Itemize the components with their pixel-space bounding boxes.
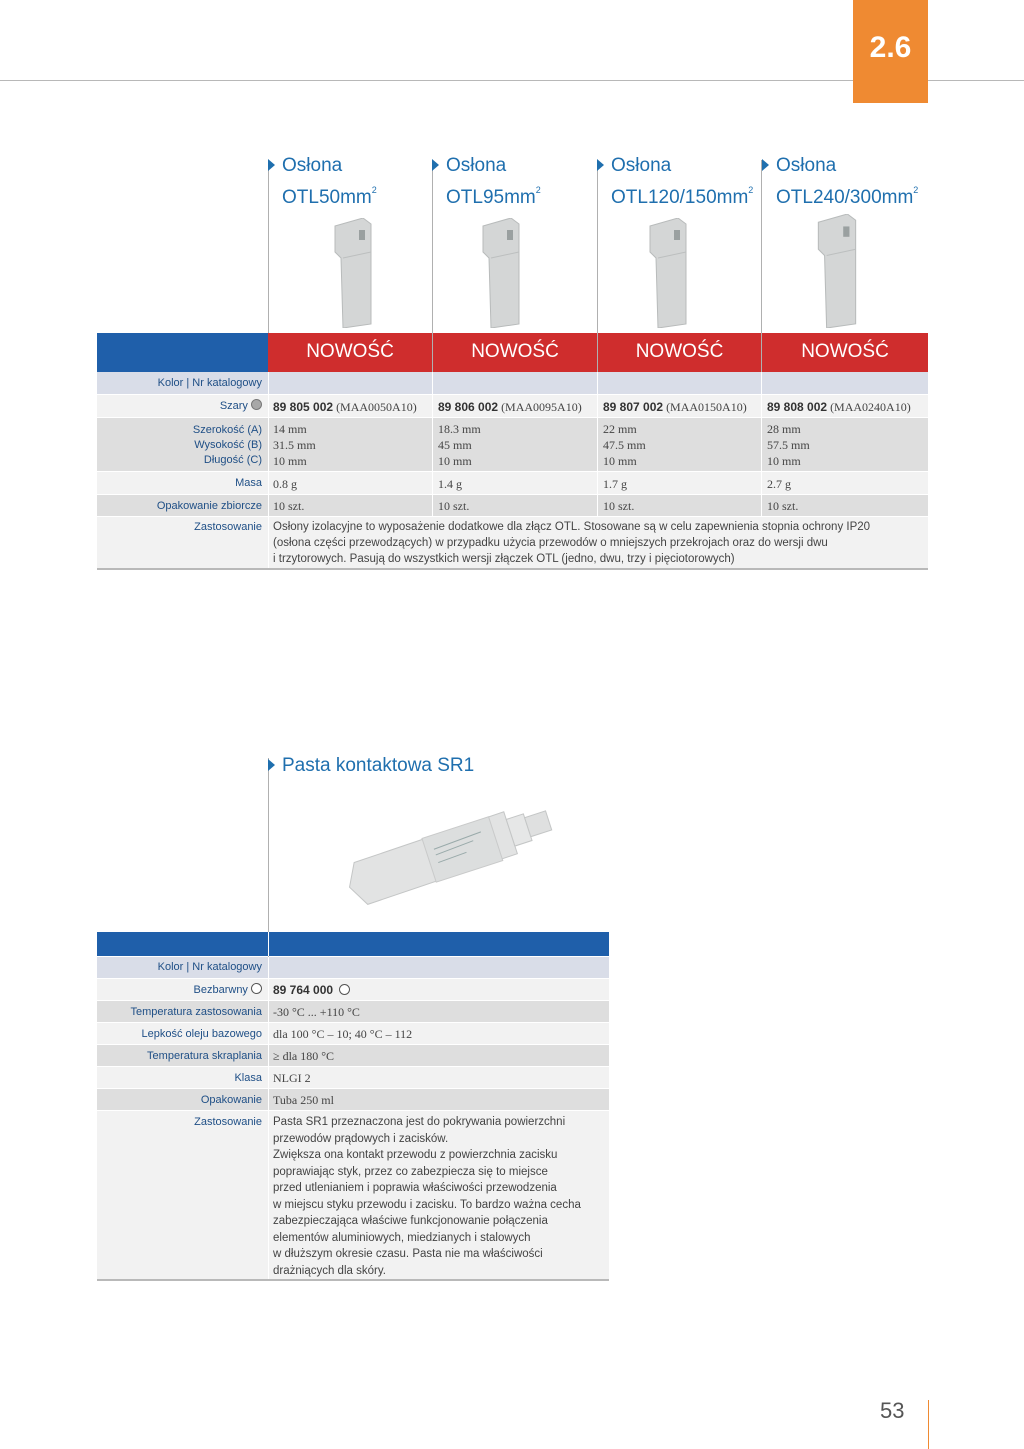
label-szary: Szary [97, 398, 262, 414]
arrow-icon [268, 759, 275, 771]
zastosowanie-text: Pasta SR1 przeznaczona jest do pokrywania powierzchni przewodów prądowych i zacisków. Zwiększa ona kontakt przewodu z powierzchnia zacisku poprawiając styk, przez co zabezpiecza się to miejsce przed utlenianiem i poprawia właściwości przewodzenia w miejscu styku przewodu i zacisku. To bardzo ważna cecha zabezpieczająca właściwe funkcjonowanie połączenia elementów aluminiowych, miedzianych i stalowych w dłuższym okresie czasu. Pasta nie ma właściwości drażniących dla skóry. [273, 1116, 581, 1277]
label-zastosowanie: Zastosowanie [194, 1116, 262, 1128]
new-badge: NOWOŚĆ [598, 333, 761, 372]
dim-c: 10 mm [603, 454, 637, 468]
label-opakowanie: Opakowanie [200, 1094, 262, 1106]
catalog-number: 89 807 002 (MAA0150A10) [603, 400, 747, 414]
clear-swatch-icon [251, 983, 262, 994]
new-badge: NOWOŚĆ [433, 333, 597, 372]
pack-value: 10 szt. [767, 499, 799, 513]
pack-value: 10 szt. [438, 499, 470, 513]
dim-a: 22 mm [603, 422, 637, 436]
arrow-icon [597, 159, 604, 171]
product-title-2: Osłona $OTL95mm^2$ [446, 154, 541, 210]
new-badge: NOWOŚĆ [762, 333, 928, 372]
opakowanie-value: Tuba 250 ml [273, 1093, 334, 1107]
product-image-4 [806, 214, 868, 328]
label-temp-skraplania: Temperatura skraplania [147, 1050, 262, 1062]
masa-value: 2.7 g [767, 477, 791, 491]
col-separator [268, 932, 269, 956]
dim-c: 10 mm [438, 454, 472, 468]
product-title-4: Osłona $OTL240/300mm^2$ [776, 154, 918, 210]
dim-c: 10 mm [767, 454, 801, 468]
dim-b: 31.5 mm [273, 438, 316, 452]
catalog-number: 89 805 002 (MAA0050A10) [273, 400, 417, 414]
temp-skraplania-value: ≥ dla 180 °C [273, 1049, 335, 1063]
pack-value: 10 szt. [273, 499, 305, 513]
dim-b: 57.5 mm [767, 438, 810, 452]
lepkosc-value: dla 100 °C – 10; 40 °C – 112 [273, 1027, 413, 1041]
product-image-1 [333, 218, 373, 328]
product-image-3 [648, 218, 688, 328]
dim-b: 45 mm [438, 438, 472, 452]
label-klasa: Klasa [234, 1072, 262, 1084]
table1-bottom-rule [97, 568, 928, 570]
klasa-value: NLGI 2 [273, 1071, 311, 1085]
product-image-tube [335, 792, 567, 908]
masa-value: 0.8 g [273, 477, 297, 491]
dim-a: 14 mm [273, 422, 307, 436]
catalog-number: 89 808 002 (MAA0240A10) [767, 400, 911, 414]
product-title-1: Osłona $OTL50mm^2$ [282, 154, 377, 210]
label-bezbarwny: Bezbarwny [97, 982, 262, 998]
col-separator [268, 957, 269, 1279]
product-title-sr1: Pasta kontaktowa SR1 [282, 754, 474, 778]
catalog-number: 89 806 002 (MAA0095A10) [438, 400, 582, 414]
product-image-2 [480, 218, 522, 328]
label-masa: Masa [235, 477, 262, 489]
label-dlugosc: Długość (C) [203, 454, 262, 466]
arrow-icon [268, 159, 275, 171]
new-badge: NOWOŚĆ [268, 333, 432, 372]
table2-header-blue [97, 932, 609, 956]
chapter-tab: 2.6 [853, 0, 928, 103]
col-separator [268, 372, 269, 517]
col-separator [761, 372, 762, 517]
zastosowanie-text: Osłony izolacyjne to wyposażenie dodatkowe dla złącz OTL. Stosowane są w celu zapewnienia stopnia ochrony IP20 (osłona części przewodzących) w przypadku użycia przewodów o mniejszych przekrojach oraz do wersji dwu i trzytorowych. Pasują do wszystkich wersji złączek OTL (jedno, dwu, trzy i pięciotorowych) [273, 521, 871, 565]
label-szerokosc: Szerokość (A) [192, 424, 262, 436]
arrow-icon [762, 159, 769, 171]
temp-zastosowania-value: -30 °C ... +110 °C [273, 1005, 360, 1019]
catalog-number: 89 764 000 [273, 982, 350, 998]
col-separator [268, 517, 269, 568]
dim-a: 18.3 mm [438, 422, 481, 436]
product-title-3: Osłona $OTL120/150mm^2$ [611, 154, 753, 210]
label-kolor: Kolor | Nr katalogowy [157, 377, 262, 389]
label-zastosowanie: Zastosowanie [194, 521, 262, 533]
clear-swatch-icon [339, 984, 350, 995]
dim-c: 10 mm [273, 454, 307, 468]
page-number-rule [928, 1400, 929, 1449]
masa-value: 1.4 g [438, 477, 462, 491]
arrow-icon [432, 159, 439, 171]
col-separator [597, 372, 598, 517]
pack-value: 10 szt. [603, 499, 635, 513]
page-number: 53 [880, 1398, 905, 1423]
gray-swatch-icon [251, 399, 262, 410]
label-opakowanie: Opakowanie zbiorcze [156, 500, 262, 512]
masa-value: 1.7 g [603, 477, 627, 491]
label-kolor: Kolor | Nr katalogowy [157, 961, 262, 973]
label-lepkosc: Lepkość oleju bazowego [141, 1028, 262, 1040]
label-temp-zastosowania: Temperatura zastosowania [130, 1006, 262, 1018]
table2-bottom-rule [97, 1279, 609, 1281]
label-wysokosc: Wysokość (B) [194, 439, 262, 451]
dim-a: 28 mm [767, 422, 801, 436]
dim-b: 47.5 mm [603, 438, 646, 452]
table1-header-blue [97, 333, 268, 372]
col-separator [432, 372, 433, 517]
